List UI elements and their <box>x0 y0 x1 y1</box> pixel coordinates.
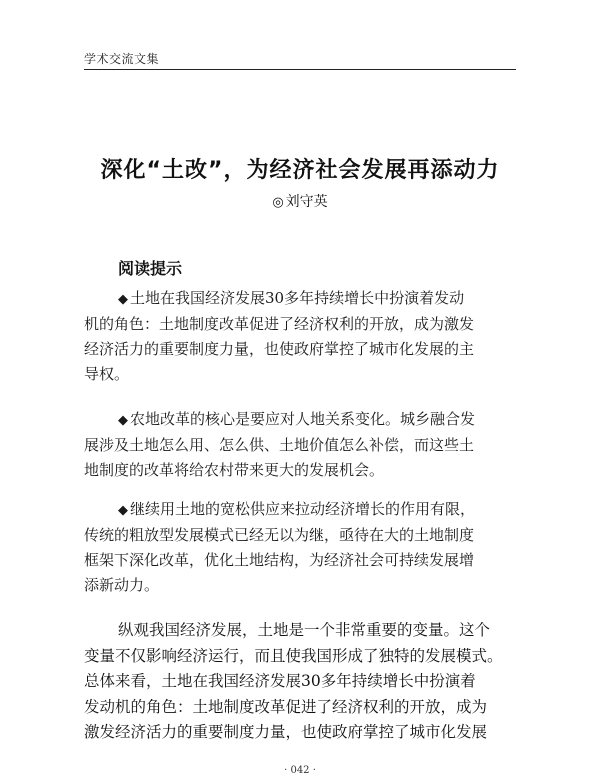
text-line: ◆ 继续用土地的宽松供应来拉动经济增长的作用有限， <box>118 500 476 518</box>
body-paragraph <box>84 618 516 746</box>
reading-tip-item <box>84 286 516 387</box>
reading-tip-item <box>84 497 516 598</box>
text-line: 总体来看，土地在我国经济发展30多年持续增长中扮演着 <box>84 672 476 691</box>
text-line: 变量不仅影响经济运行，而且使我国形成了独特的发展模式。 <box>84 646 503 665</box>
diamond-bullet-icon: ◆ <box>118 413 128 428</box>
text-line: 激发经济活力的重要制度力量，也使政府掌控了城市化发展 <box>84 723 488 742</box>
reading-tip-item <box>84 407 516 483</box>
text-line: 机的角色：土地制度改革促进了经济权利的开放，成为激发 <box>84 315 475 333</box>
page-number: · 042 · <box>284 765 316 776</box>
text-line: ◆ 土地在我国经济发展30多年持续增长中扮演着发动 <box>118 289 465 307</box>
diamond-bullet-icon: ◆ <box>118 503 128 518</box>
text-line: 框架下深化改革，优化土地结构，为经济社会可持续发展增 <box>84 551 475 569</box>
running-header: 学术交流文集 <box>84 52 160 66</box>
text-line: 传统的粗放型发展模式已经无以为继，亟待在大的土地制度 <box>84 526 475 544</box>
diamond-bullet-icon: ◆ <box>118 292 128 307</box>
text-line: 发动机的角色：土地制度改革促进了经济权利的开放，成为 <box>84 697 488 716</box>
article-title: 深化“土改”，为经济社会发展再添动力 <box>100 158 500 183</box>
reading-tips-heading: 阅读提示 <box>118 259 183 278</box>
text-line: 地制度的改革将给农村带来更大的发展机会。 <box>84 461 385 479</box>
header-rule <box>84 69 516 70</box>
author-line <box>0 191 600 211</box>
text-line: 导权。 <box>84 365 130 383</box>
author-mark-icon: ◎ <box>272 195 284 210</box>
text-line: 经济活力的重要制度力量，也使政府掌控了城市化发展的主 <box>84 340 475 358</box>
text-line: 纵观我国经济发展，土地是一个非常重要的变量。这个 <box>118 621 491 639</box>
text-line: 添新动力。 <box>84 576 160 594</box>
author-name: 刘守英 <box>285 194 328 210</box>
text-line: ◆ 农地改革的核心是要应对人地关系变化。城乡融合发 <box>118 410 476 428</box>
text-line: 展涉及土地怎么用、怎么供、土地价值怎么补偿，而这些土 <box>84 436 475 454</box>
